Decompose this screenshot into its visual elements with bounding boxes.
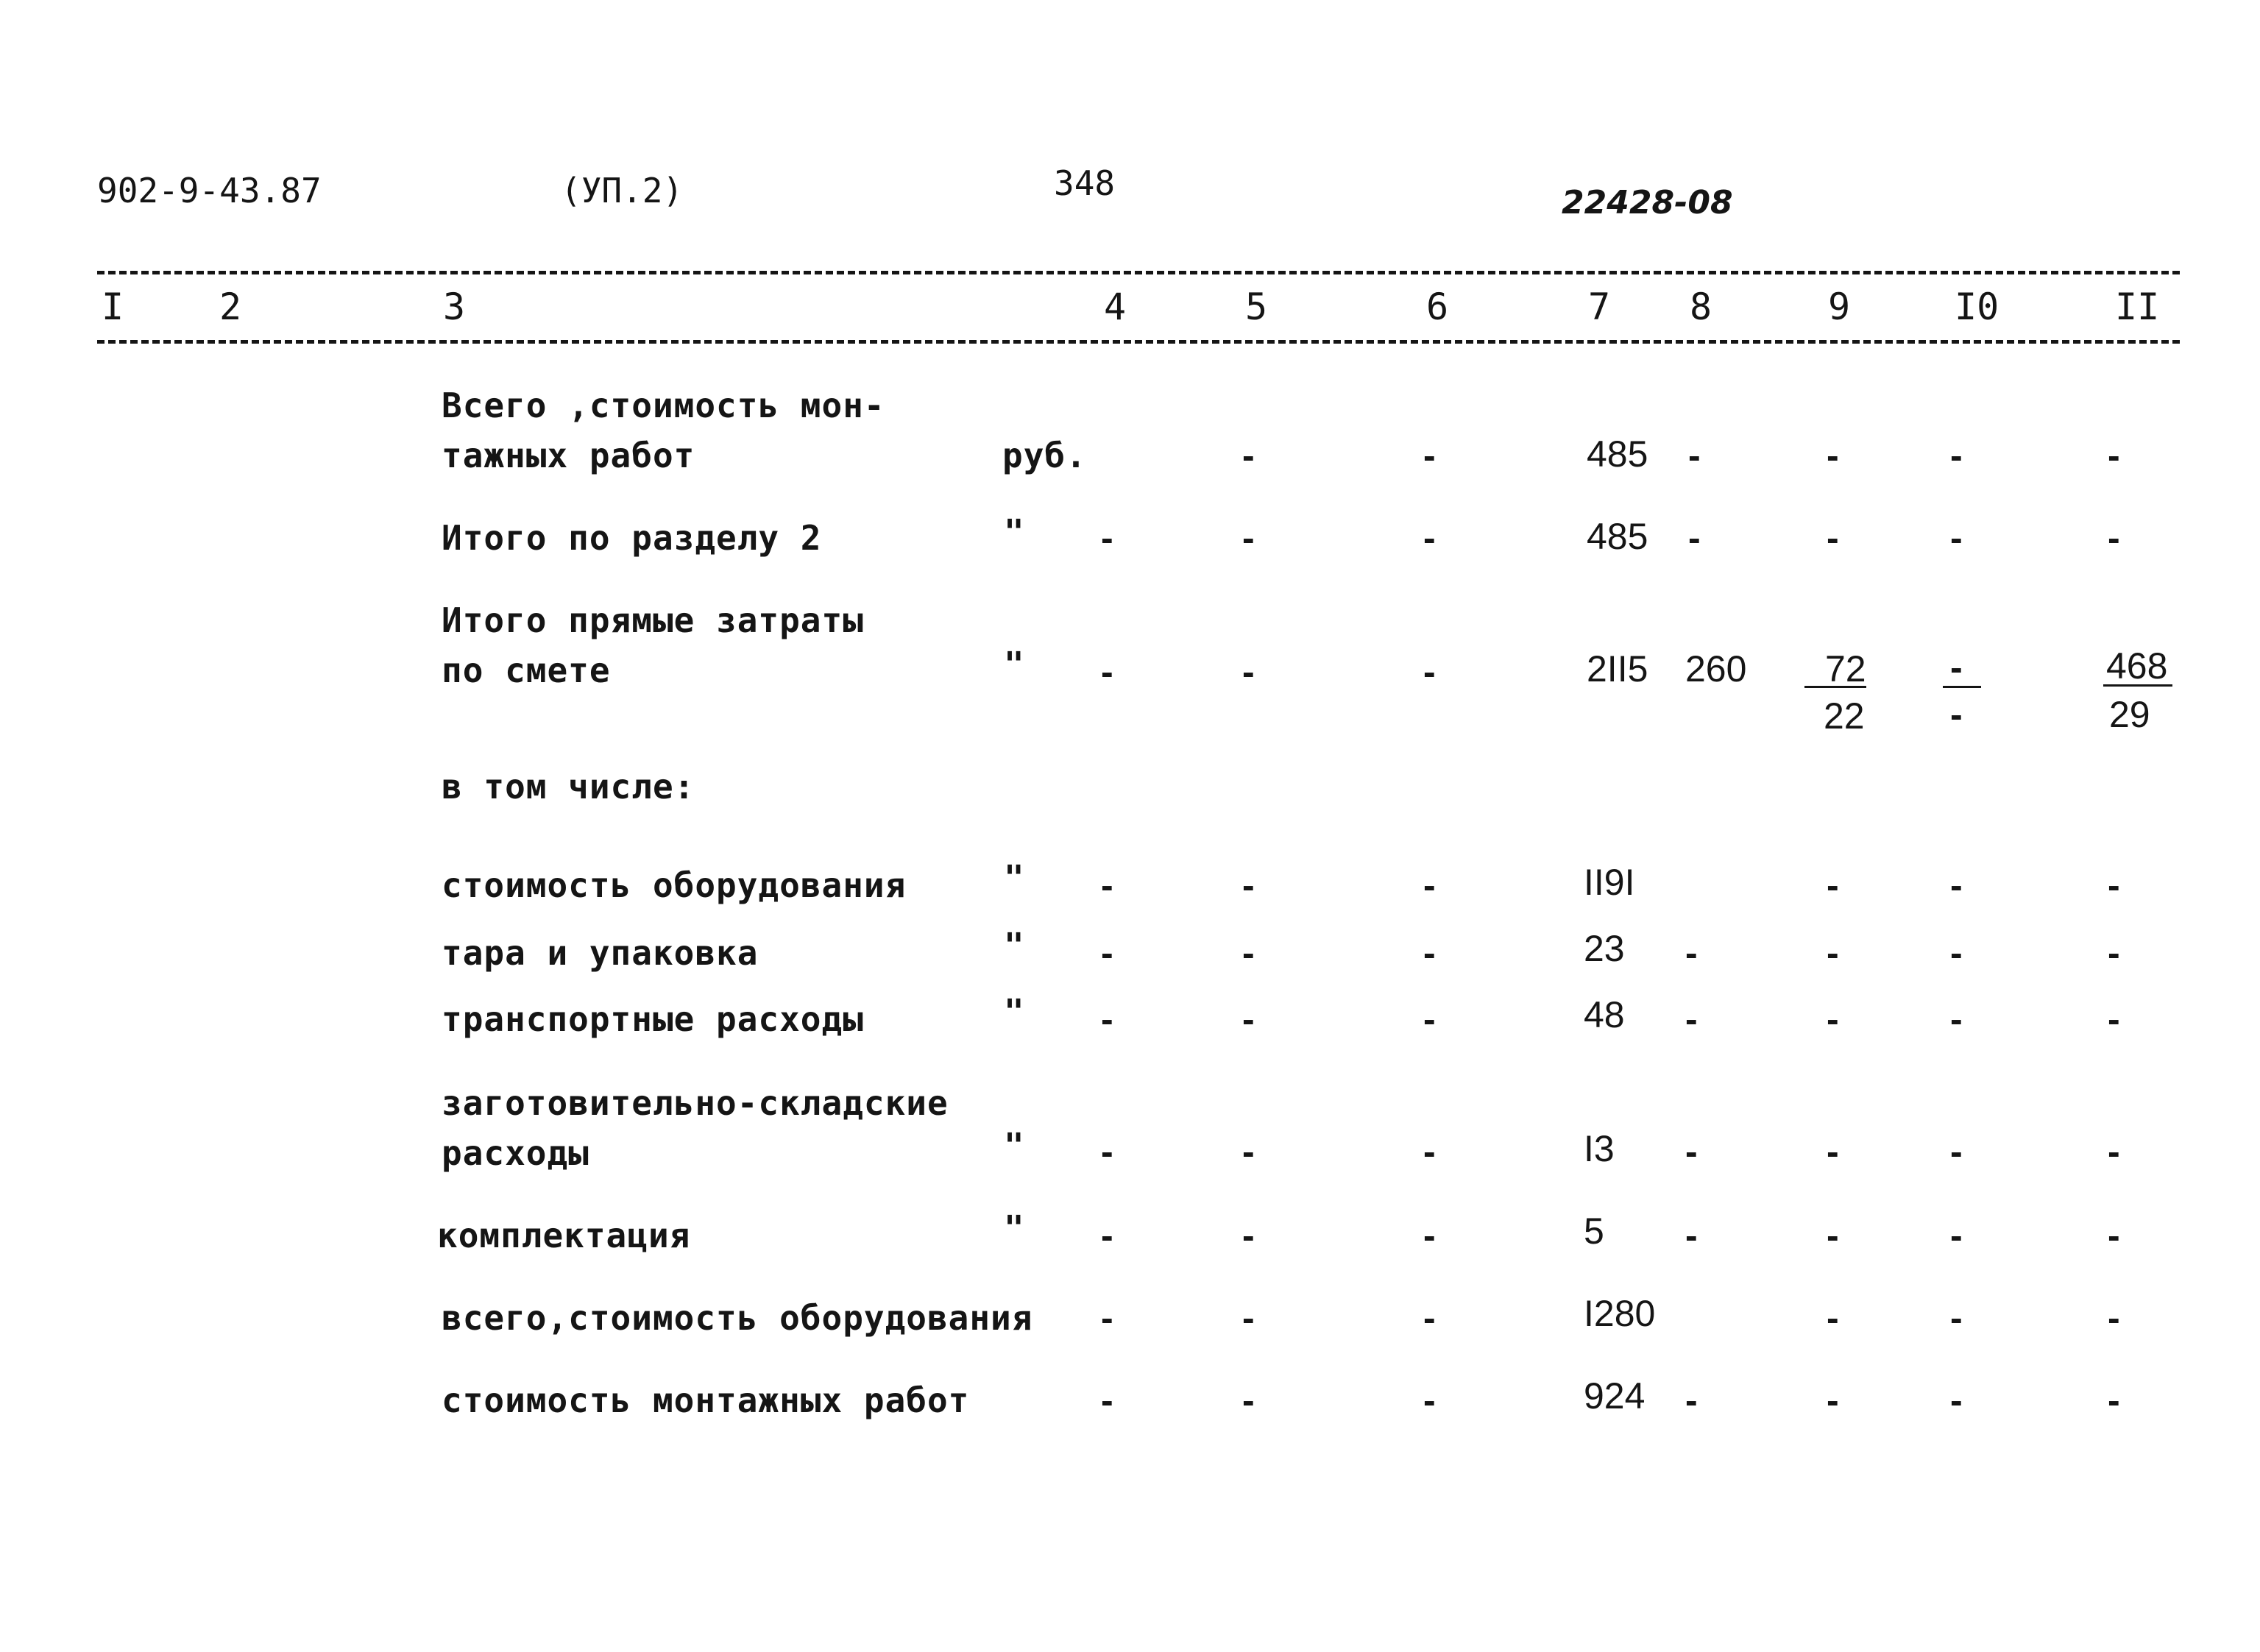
page-number: 348 (1054, 163, 1116, 203)
row-description: стоимость оборудования (442, 865, 907, 905)
column-number-9: 9 (1828, 286, 1851, 328)
cell-col8: - (1685, 1131, 1698, 1172)
cell-col10: - (1950, 1297, 1963, 1339)
cell-col8: - (1688, 435, 1701, 476)
cell-col7: 48 (1584, 994, 1625, 1035)
row-description: всего,стоимость оборудования (442, 1298, 1033, 1338)
row-unit: " (1004, 858, 1025, 898)
cell-col6: - (1423, 1131, 1436, 1172)
cell-col7: 485 (1587, 516, 1648, 557)
cell-col7: 924 (1584, 1375, 1646, 1417)
row-unit: " (1004, 1208, 1025, 1248)
header-bottom-rule (97, 340, 2180, 344)
cell-col6: - (1423, 932, 1436, 974)
row-description: в том числе: (442, 767, 695, 806)
row-description: комплектация (437, 1216, 691, 1255)
cell-col5: - (1242, 517, 1255, 559)
cell-col7: II9I (1584, 862, 1635, 903)
cell-col9: - (1827, 999, 1839, 1040)
cell-col10: - (1950, 865, 1963, 906)
header-top-rule (97, 271, 2180, 274)
cell-col4: - (1101, 1380, 1113, 1421)
cell-col5: - (1242, 1215, 1255, 1256)
cell-col10: - (1950, 932, 1963, 974)
cell-col10: - (1950, 1215, 1963, 1256)
cell-col4: - (1101, 1131, 1113, 1172)
row-unit: руб. (1002, 436, 1087, 475)
cell-col4: - (1101, 1215, 1113, 1256)
cell-col4: - (1101, 651, 1113, 692)
cell-col8: - (1685, 1380, 1698, 1421)
row-unit: " (1004, 992, 1025, 1032)
cell-col5: - (1242, 865, 1255, 906)
cell-col5: - (1242, 932, 1255, 974)
row-description: тара и упаковка (442, 933, 759, 973)
cell-col6: - (1423, 999, 1436, 1040)
cell-col7: 5 (1584, 1210, 1604, 1252)
cell-col5: - (1242, 999, 1255, 1040)
cell-col10: - (1950, 517, 1963, 559)
cell-col5: - (1242, 1131, 1255, 1172)
cell-col8: - (1688, 517, 1701, 559)
cell-col11: - (2108, 999, 2120, 1040)
cell-col9: - (1827, 1131, 1839, 1172)
cell-col4: - (1101, 1297, 1113, 1339)
column-number-5: 5 (1245, 286, 1268, 328)
fraction-bar (1804, 686, 1866, 688)
row-description: расходы (442, 1133, 589, 1173)
cell-col11: - (2108, 435, 2120, 476)
fraction-denominator: 22 (1824, 695, 1865, 737)
cell-col4: - (1101, 865, 1113, 906)
cell-col8: - (1685, 999, 1698, 1040)
cell-col6: - (1423, 865, 1436, 906)
column-number-1: I (102, 286, 124, 328)
row-description: по смете (442, 650, 611, 690)
row-description: стоимость монтажных работ (442, 1380, 970, 1420)
cell-col5: - (1242, 1297, 1255, 1339)
cell-col5: - (1242, 1380, 1255, 1421)
cell-col9: - (1827, 435, 1839, 476)
cell-col7: 23 (1584, 928, 1625, 969)
cell-col6: - (1423, 1380, 1436, 1421)
cell-col7: I280 (1584, 1293, 1656, 1334)
column-number-8: 8 (1690, 286, 1712, 328)
cell-col6: - (1423, 517, 1436, 559)
cell-col11: - (2108, 517, 2120, 559)
document-code: 902-9-43.87 (97, 171, 322, 210)
row-description: транспортные расходы (442, 999, 864, 1039)
column-number-4: 4 (1104, 286, 1127, 328)
cell-col10: - (1950, 1131, 1963, 1172)
row-description: тажных работ (442, 436, 695, 475)
cell-col11: - (2108, 865, 2120, 906)
column-number-10: I0 (1955, 286, 1999, 328)
row-unit: " (1004, 512, 1025, 552)
inventory-stamp: 22428-08 (1562, 184, 1733, 221)
cell-col9: - (1827, 865, 1839, 906)
fraction-bar (2103, 684, 2172, 687)
cell-col7: 2II5 (1587, 648, 1648, 689)
cell-col6: - (1423, 435, 1436, 476)
cell-col6: - (1423, 651, 1436, 692)
cell-col4: - (1101, 999, 1113, 1040)
cell-col11: - (2108, 932, 2120, 974)
cell-col10: - (1950, 435, 1963, 476)
cell-col6: - (1423, 1297, 1436, 1339)
cell-col5: - (1242, 435, 1255, 476)
cell-col11: - (2108, 1297, 2120, 1339)
cell-col7: I3 (1584, 1128, 1615, 1169)
cell-col11: - (2108, 1215, 2120, 1256)
cell-col4: - (1101, 932, 1113, 974)
cell-col8: 260 (1685, 648, 1747, 689)
row-description: заготовительно-складские (442, 1083, 949, 1123)
column-number-2: 2 (219, 286, 242, 328)
cell-col7: 485 (1587, 433, 1648, 475)
cell-col10: - (1950, 999, 1963, 1040)
column-number-6: 6 (1426, 286, 1449, 328)
fraction-numerator: 72 (1825, 648, 1866, 689)
row-description: Итого прямые затраты (442, 600, 864, 640)
row-description: Итого по разделу 2 (442, 518, 822, 558)
cell-col11: - (2108, 1380, 2120, 1421)
column-number-7: 7 (1588, 286, 1611, 328)
section-reference: (УП.2) (561, 171, 684, 210)
cell-col9: - (1827, 1380, 1839, 1421)
row-description: Всего ,стоимость мон- (442, 386, 885, 425)
cell-col9: - (1827, 1215, 1839, 1256)
row-unit: " (1004, 645, 1025, 684)
row-unit: " (1004, 1126, 1025, 1166)
row-unit: " (1004, 926, 1025, 965)
fraction-numerator: 468 (2106, 645, 2168, 687)
cell-col9: - (1827, 1297, 1839, 1339)
cell-col10: - (1950, 1380, 1963, 1421)
column-number-11: II (2115, 286, 2160, 328)
cell-col9: - (1827, 517, 1839, 559)
cell-col9: - (1827, 932, 1839, 974)
cell-col6: - (1423, 1215, 1436, 1256)
fraction-bar (1943, 686, 1981, 688)
cell-col4: - (1101, 517, 1113, 559)
fraction-denominator: - (1950, 694, 1963, 735)
cell-col8: - (1685, 932, 1698, 974)
cell-col11: - (2108, 1131, 2120, 1172)
fraction-denominator: 29 (2109, 694, 2150, 735)
column-number-3: 3 (443, 286, 466, 328)
cell-col5: - (1242, 651, 1255, 692)
cell-col8: - (1685, 1215, 1698, 1256)
fraction-numerator: - (1950, 647, 1963, 688)
